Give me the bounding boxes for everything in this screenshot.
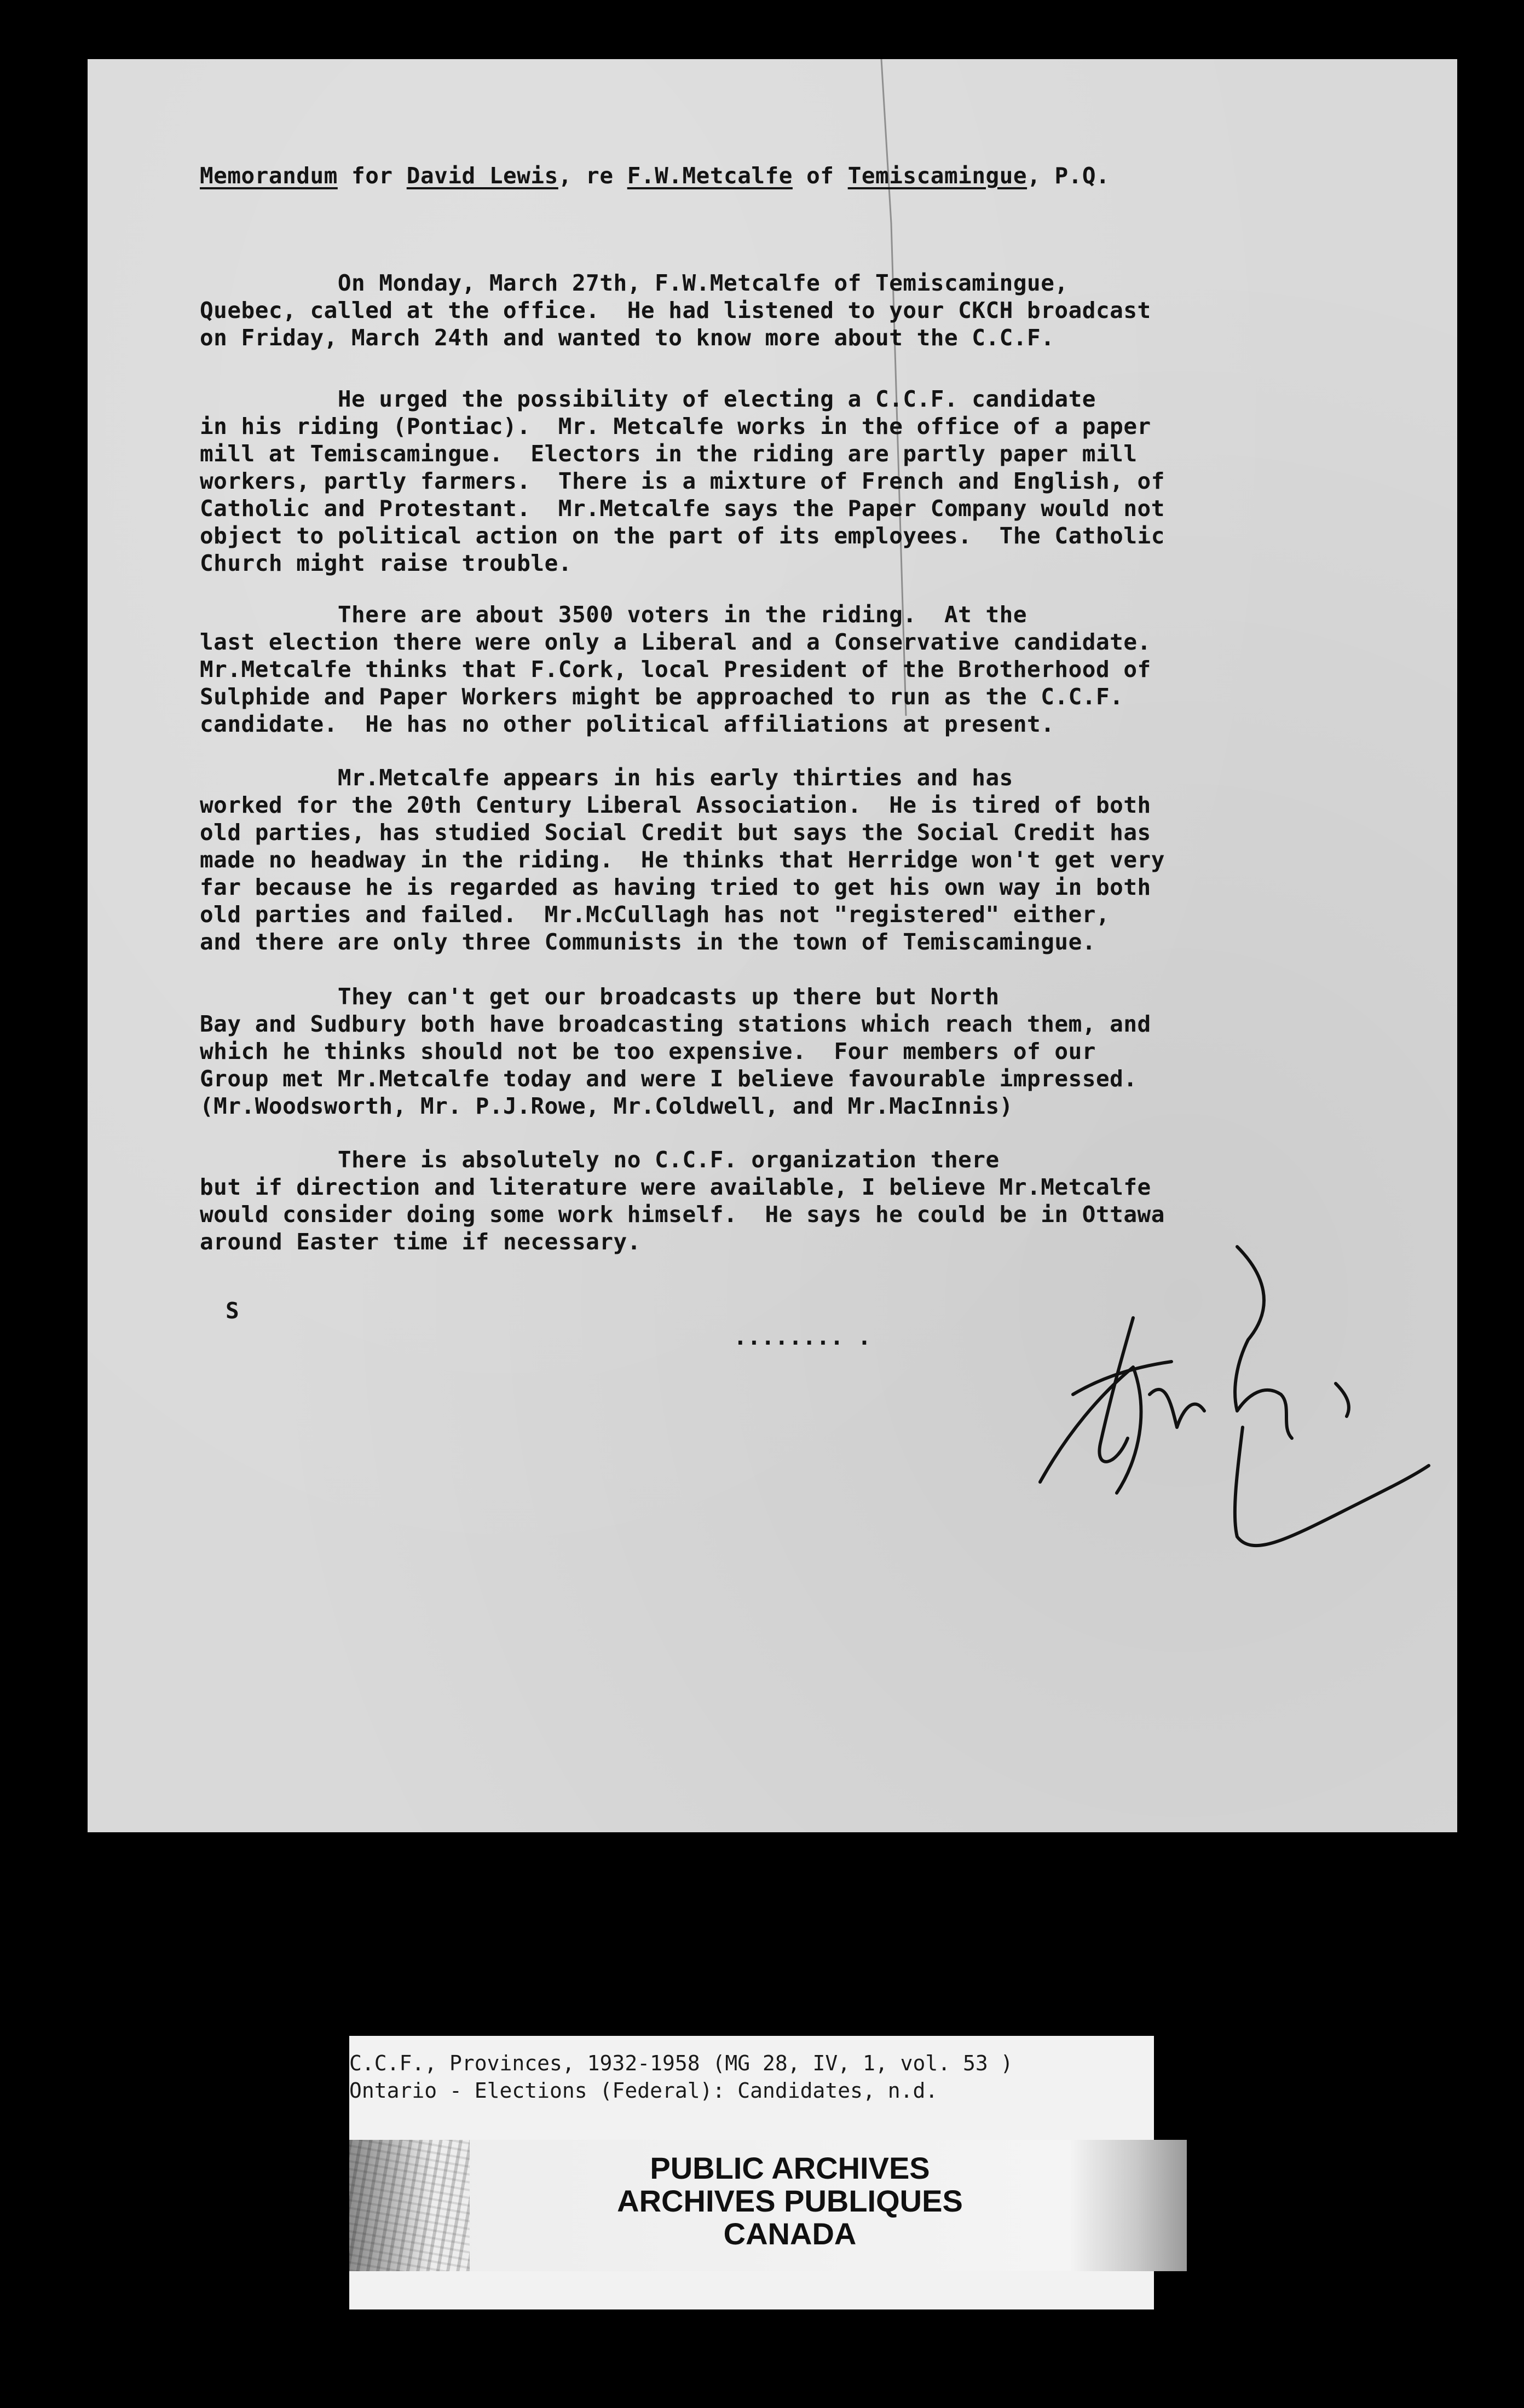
stamp-text <box>492 2152 1088 2250</box>
handwritten-signature <box>1007 1230 1434 1646</box>
archive-reference-line-1: C.C.F., Provinces, 1932-1958 (MG 28, IV, 1, vol. 53 ) <box>349 2051 1013 2075</box>
memo-title <box>200 162 1110 189</box>
memo-paragraph-2: He urged the possibility of electing a C.C.F. candidate in his riding (Pontiac). Mr. Metcalfe works in the office of a paper mill at Temiscamingue. Electors in the riding are partly paper mill workers, partly farmers. There is a mixture of French and English, of Catholic and Protestant. Mr.Metcalfe says the Paper Company would not object to political action on the part of its employees. The Catholic Church might raise trouble. <box>200 386 1165 576</box>
memo-page <box>88 59 1457 1832</box>
stamp-line-1: PUBLIC ARCHIVES <box>650 2151 930 2185</box>
memo-paragraph-5: They can't get our broadcasts up there but North Bay and Sudbury both have broadcasting stations which reach them, and which he thinks should not be too expensive. Four members of our Group met Mr.Metcalfe today and were I believe favourable impressed. (Mr.Woodsworth, Mr. P.J.Rowe, Mr.Coldwell, and Mr.MacInnis) <box>200 983 1151 1119</box>
memo-title-recipient: David Lewis <box>406 163 558 189</box>
archive-reference-card <box>349 2036 1154 2309</box>
memo-title-suffix: , P.Q. <box>1027 163 1110 189</box>
stamp-texture <box>349 2140 470 2271</box>
memo-title-subject: F.W.Metcalfe <box>627 163 793 189</box>
stamp-line-2: ARCHIVES PUBLIQUES <box>617 2184 963 2218</box>
memo-paragraph-6: There is absolutely no C.C.F. organization there but if direction and literature were available, I believe Mr.Metcalfe would consider doing some work himself. He says he could be in Ottawa around Easter time if necessary. <box>200 1147 1165 1255</box>
public-archives-stamp <box>349 2140 1187 2271</box>
memo-paragraph-1: On Monday, March 27th, F.W.Metcalfe of Temiscamingue, Quebec, called at the office. He had listened to your CKCH broadcast on Friday, March 24th and wanted to know more about the C.C.F. <box>200 270 1151 351</box>
memo-title-for: for <box>337 163 407 189</box>
memo-title-re: , re <box>558 163 627 189</box>
typist-initial: S <box>226 1298 240 1324</box>
memo-paragraph-4: Mr.Metcalfe appears in his early thirties and has worked for the 20th Century Liberal Association. He is tired of both old parties, has studied Social Credit but says the Social Credit has made no headway in the riding. He thinks that Herridge won't get very far because he is regarded as having tried to get his own way in both old parties and failed. Mr.McCullagh has not "registered" either, and there are only three Communists in the town of Temiscamingue. <box>200 765 1165 955</box>
memo-title-prefix: Memorandum <box>200 163 338 189</box>
dotted-leader: ........ . <box>734 1324 871 1350</box>
memo-title-place: Temiscamingue <box>847 163 1027 189</box>
stamp-line-3: CANADA <box>723 2216 857 2251</box>
memo-paragraph-3: There are about 3500 voters in the riding. At the last election there were only a Liberal and a Conservative candidate. Mr.Metcalfe thinks that F.Cork, local President of the Brotherhood of Sulphide and Paper Workers might be approached to run as the C.C.F. candidate. He has no other political affiliations at present. <box>200 601 1151 737</box>
archive-reference-line-2: Ontario - Elections (Federal): Candidates, n.d. <box>349 2079 938 2103</box>
memo-title-of: of <box>792 163 848 189</box>
